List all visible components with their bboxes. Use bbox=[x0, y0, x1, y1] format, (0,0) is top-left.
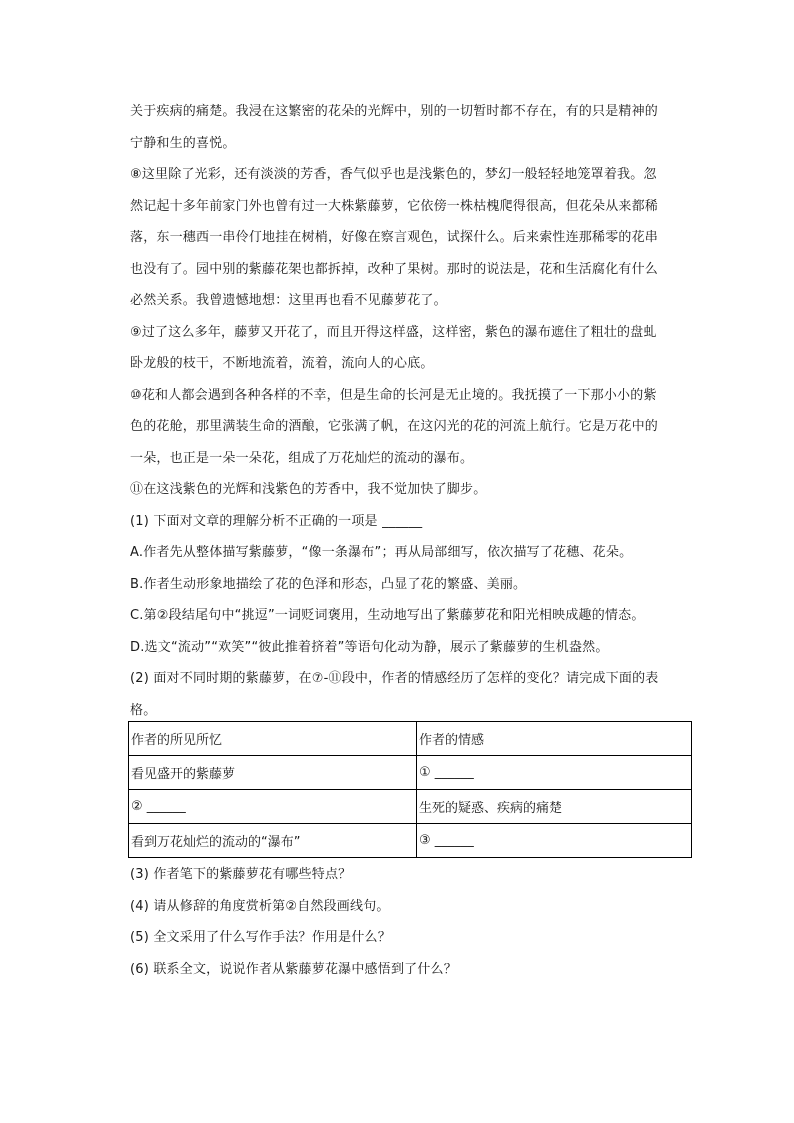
question-2-line: (2) 面对不同时期的紫藤萝，在⑦-⑪段中，作者的情感经历了怎样的变化？请完成下面的表 bbox=[130, 671, 659, 686]
table-row bbox=[129, 790, 692, 824]
question-3: (3) 作者笔下的紫藤萝花有哪些特点？ bbox=[130, 867, 352, 882]
paragraph-10-line: ⑩花和人都会遇到各种各样的不幸，但是生命的长河是无止境的。我抚摸了一下那小小的紫 bbox=[130, 387, 657, 403]
question-1-option-d: D.选文“流动”“欢笑”“彼此推着挤着”等语句化动为静，展示了紫藤萝的生机盎然。 bbox=[130, 639, 609, 655]
table-cell: 看到万花灿烂的流动的“瀑布” bbox=[129, 824, 417, 858]
remaining-questions bbox=[130, 859, 695, 985]
table-row bbox=[129, 824, 692, 858]
question-4: (4) 请从修辞的角度赏析第②自然段画线句。 bbox=[130, 898, 390, 914]
question-1-option-a: A.作者先从整体描写紫藤萝，“像一条瀑布”；再从局部细写，依次描写了花穗、花朵。 bbox=[130, 545, 633, 560]
question-1: (1) 下面对文章的理解分析不正确的一项是 ______ bbox=[130, 513, 423, 529]
passage-line: 关于疾病的痛楚。我浸在这繁密的花朵的光辉中，别的一切暂时都不存在，有的只是精神的 bbox=[130, 104, 659, 119]
paragraph-9-line: ⑨过了这么多年，藤萝又开花了，而且开得这样盛，这样密，紫色的瀑布遮住了粗壮的盘虬 bbox=[130, 324, 657, 340]
paragraph-8-line: 也没有了。园中别的紫藤花架也都拆掉，改种了果树。那时的说法是，花和生活腐化有什么 bbox=[130, 261, 659, 277]
question-5: (5) 全文采用了什么写作手法？作用是什么？ bbox=[130, 930, 391, 945]
question-1-option-b: B.作者生动形象地描绘了花的色泽和形态，凸显了花的繁盛、美丽。 bbox=[130, 576, 527, 592]
paragraph-8-line: 落，东一穗西一串伶仃地挂在树梢，好像在察言观色，试探什么。后来索性连那稀零的花串 bbox=[130, 230, 659, 245]
passage bbox=[130, 96, 695, 726]
paragraph-10-line: 色的花舱，那里满装生命的酒酿，它张满了帆，在这闪光的花的河流上航行。它是万花中的 bbox=[130, 419, 659, 434]
passage-line: 宁静和生的喜悦。 bbox=[130, 135, 236, 151]
table-cell-blank: ② ______ bbox=[129, 790, 417, 824]
paragraph-8-line: ⑧这里除了光彩，还有淡淡的芳香，香气似乎也是浅紫色的，梦幻一般轻轻地笼罩着我。忽 bbox=[130, 167, 657, 182]
table-cell-blank: ① ______ bbox=[417, 756, 692, 790]
paragraph-8-line: 必然关系。我曾遗憾地想：这里再也看不见藤萝花了。 bbox=[130, 293, 447, 308]
table-row bbox=[129, 722, 692, 756]
paragraph-11-line: ⑪在这浅紫色的光辉和浅紫色的芳香中，我不觉加快了脚步。 bbox=[130, 482, 487, 497]
paragraph-10-line: 一朵，也正是一朵一朵花，组成了万花灿烂的流动的瀑布。 bbox=[130, 450, 474, 466]
question-6: (6) 联系全文，说说作者从紫藤萝花瀑中感悟到了什么？ bbox=[130, 961, 457, 977]
paragraph-9-line: 卧龙般的枝干，不断地流着，流着，流向人的心底。 bbox=[130, 356, 434, 371]
question-1-option-c: C.第②段结尾句中“挑逗”一词贬词褒用，生动地写出了紫藤萝花和阳光相映成趣的情态。 bbox=[130, 608, 645, 623]
question-2-line: 格。 bbox=[130, 702, 157, 718]
paragraph-8-line: 然记起十多年前家门外也曾有过一大株紫藤萝，它依傍一株枯槐爬得很高，但花朵从来都稀 bbox=[130, 198, 659, 214]
table-cell: 生死的疑惑、疾病的痛楚 bbox=[417, 790, 692, 824]
table-header-cell: 作者的情感 bbox=[417, 722, 692, 756]
table-cell: 看见盛开的紫藤萝 bbox=[129, 756, 417, 790]
table-header-cell: 作者的所见所忆 bbox=[129, 722, 417, 756]
table-cell-blank: ③ ______ bbox=[417, 824, 692, 858]
emotion-table bbox=[128, 721, 692, 858]
table-row bbox=[129, 756, 692, 790]
